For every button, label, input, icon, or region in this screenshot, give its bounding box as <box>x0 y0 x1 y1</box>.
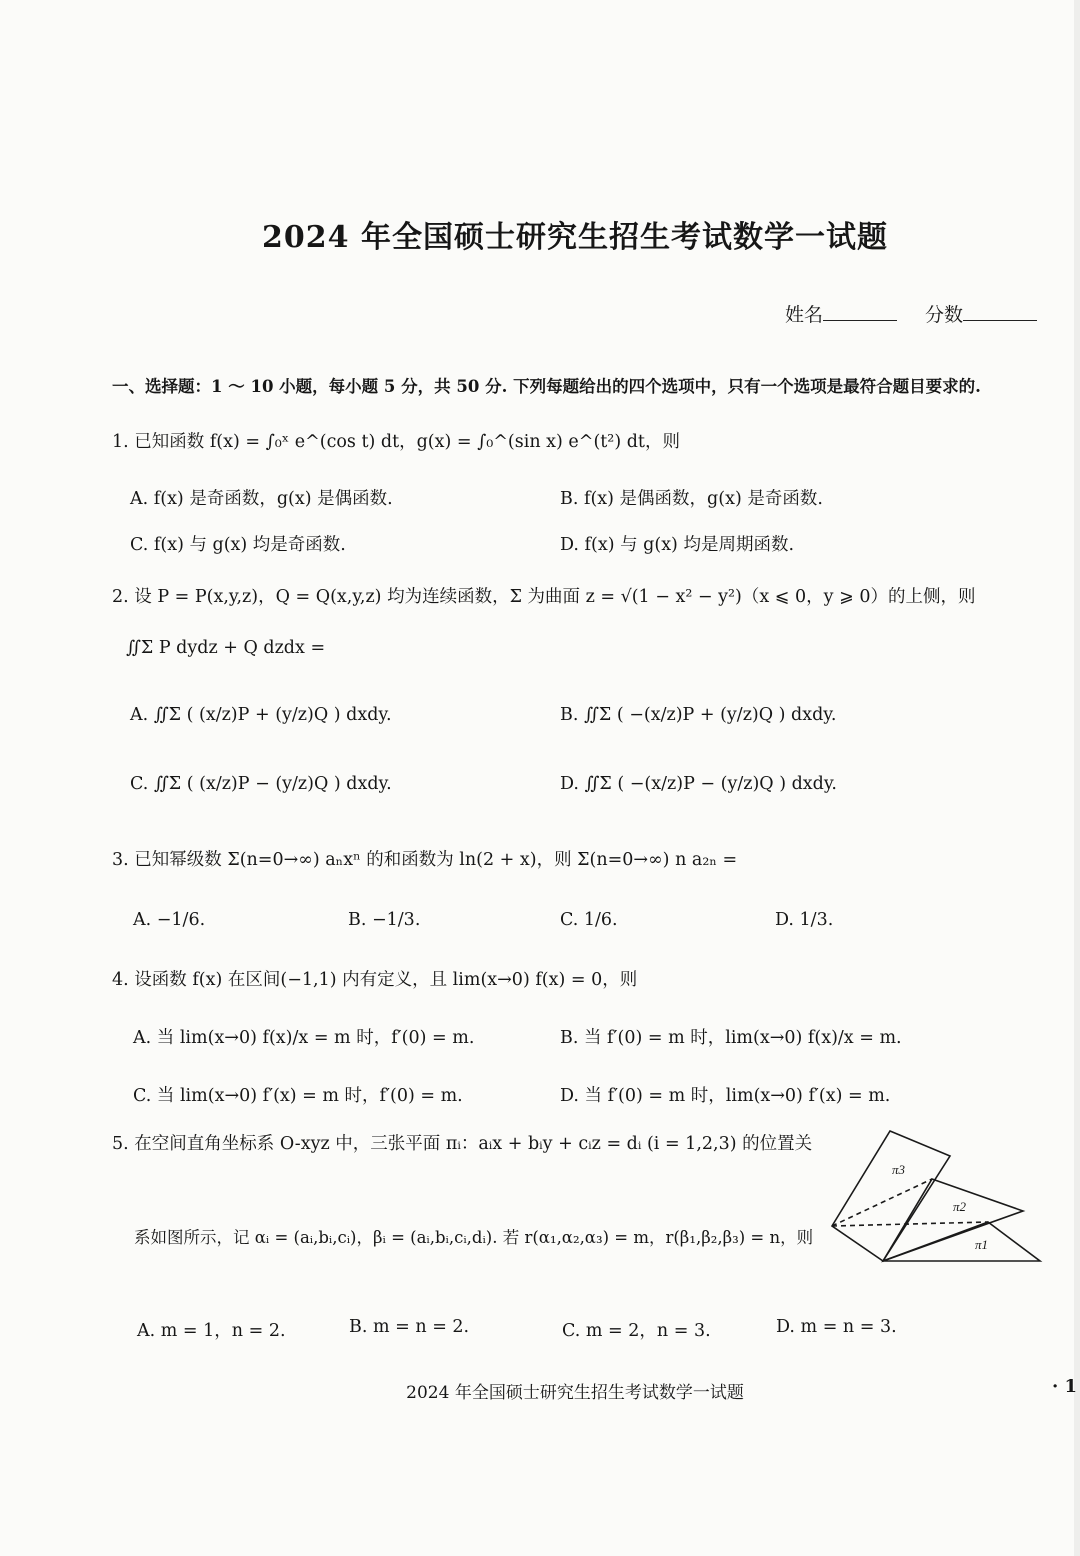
question-5-option-b[interactable]: B. m = n = 2. <box>349 1317 470 1337</box>
label-pi2: π2 <box>953 1199 967 1214</box>
question-4-option-b[interactable]: B. 当 f′(0) = m 时，lim(x→0) f(x)/x = m. <box>560 1028 902 1048</box>
question-3-option-d[interactable]: D. 1/3. <box>775 910 834 930</box>
page-number: · 1 <box>1052 1376 1078 1397</box>
question-1-option-d[interactable]: D. f(x) 与 g(x) 均是周期函数. <box>560 535 795 555</box>
question-3-option-a[interactable]: A. −1/6. <box>133 910 206 930</box>
exam-title: 2024 年全国硕士研究生招生考试数学一试题 <box>262 220 888 255</box>
question-1-option-b[interactable]: B. f(x) 是偶函数，g(x) 是奇函数. <box>560 489 823 509</box>
plane-pi3 <box>832 1131 950 1261</box>
question-4-option-a[interactable]: A. 当 lim(x→0) f(x)/x = m 时，f′(0) = m. <box>133 1028 475 1048</box>
question-1-option-a[interactable]: A. f(x) 是奇函数，g(x) 是偶函数. <box>130 489 393 509</box>
question-2-option-d[interactable]: D. ∬Σ ( −(x/z)P − (y/z)Q ) dxdy. <box>560 774 837 794</box>
question-2-option-a[interactable]: A. ∬Σ ( (x/z)P + (y/z)Q ) dxdy. <box>130 705 392 725</box>
question-5-stem-continued: 系如图所示，记 αᵢ = (aᵢ,bᵢ,cᵢ)，βᵢ = (aᵢ,bᵢ,cᵢ,dᵢ). 若 r(α₁,α₂,α₃) = m，r(β₁,β₂,β₃) = n，则 <box>134 1228 814 1247</box>
plane-pi2 <box>883 1179 1023 1261</box>
question-2-option-b[interactable]: B. ∬Σ ( −(x/z)P + (y/z)Q ) dxdy. <box>560 705 837 725</box>
label-pi1: π1 <box>975 1237 989 1252</box>
question-2-integral: ∬Σ P dydz + Q dzdx = <box>126 638 326 658</box>
question-2-stem: 2. 设 P = P(x,y,z)，Q = Q(x,y,z) 均为连续函数，Σ 为曲面 z = √(1 − x² − y²)（x ⩽ 0，y ⩾ 0）的上侧，则 <box>112 587 976 607</box>
name-blank[interactable] <box>823 302 897 321</box>
question-1-stem: 1. 已知函数 f(x) = ∫₀ˣ e^(cos t) dt，g(x) = ∫₀^(sin x) e^(t²) dt，则 <box>112 432 680 452</box>
question-3-option-c[interactable]: C. 1/6. <box>560 910 618 930</box>
question-3-stem: 3. 已知幂级数 Σ(n=0→∞) aₙxⁿ 的和函数为 ln(2 + x)，则 Σ(n=0→∞) n a₂ₙ = <box>112 850 738 870</box>
score-field[interactable] <box>925 300 1037 327</box>
question-5-option-d[interactable]: D. m = n = 3. <box>776 1317 897 1337</box>
question-5-stem: 5. 在空间直角坐标系 O-xyz 中，三张平面 πᵢ：aᵢx + bᵢy + cᵢz = dᵢ (i = 1,2,3) 的位置关 <box>112 1134 813 1154</box>
score-blank[interactable] <box>963 302 1037 321</box>
section-heading: 一、选择题：1 ～ 10 小题，每小题 5 分，共 50 分. 下列每题给出的四个选项中，只有一个选项是最符合题目要求的. <box>112 377 981 396</box>
question-5-option-a[interactable]: A. m = 1，n = 2. <box>137 1321 286 1341</box>
page-footer: 2024 年全国硕士研究生招生考试数学一试题 <box>406 1383 744 1403</box>
question-3-option-b[interactable]: B. −1/3. <box>348 910 421 930</box>
planes-figure <box>828 1128 1043 1268</box>
question-4-stem: 4. 设函数 f(x) 在区间(−1,1) 内有定义，且 lim(x→0) f(x) = 0，则 <box>112 970 638 990</box>
question-2-option-c[interactable]: C. ∬Σ ( (x/z)P − (y/z)Q ) dxdy. <box>130 774 392 794</box>
plane-pi1 <box>883 1222 1040 1261</box>
hidden-edge-1 <box>832 1222 988 1226</box>
question-1-option-c[interactable]: C. f(x) 与 g(x) 均是奇函数. <box>130 535 346 555</box>
question-5-option-c[interactable]: C. m = 2，n = 3. <box>562 1321 711 1341</box>
name-field[interactable] <box>785 300 897 327</box>
question-4-option-c[interactable]: C. 当 lim(x→0) f′(x) = m 时，f′(0) = m. <box>133 1086 463 1106</box>
label-pi3: π3 <box>892 1162 906 1177</box>
name-label: 姓名 <box>785 304 824 326</box>
question-4-option-d[interactable]: D. 当 f′(0) = m 时，lim(x→0) f′(x) = m. <box>560 1086 891 1106</box>
score-label: 分数 <box>925 304 964 326</box>
